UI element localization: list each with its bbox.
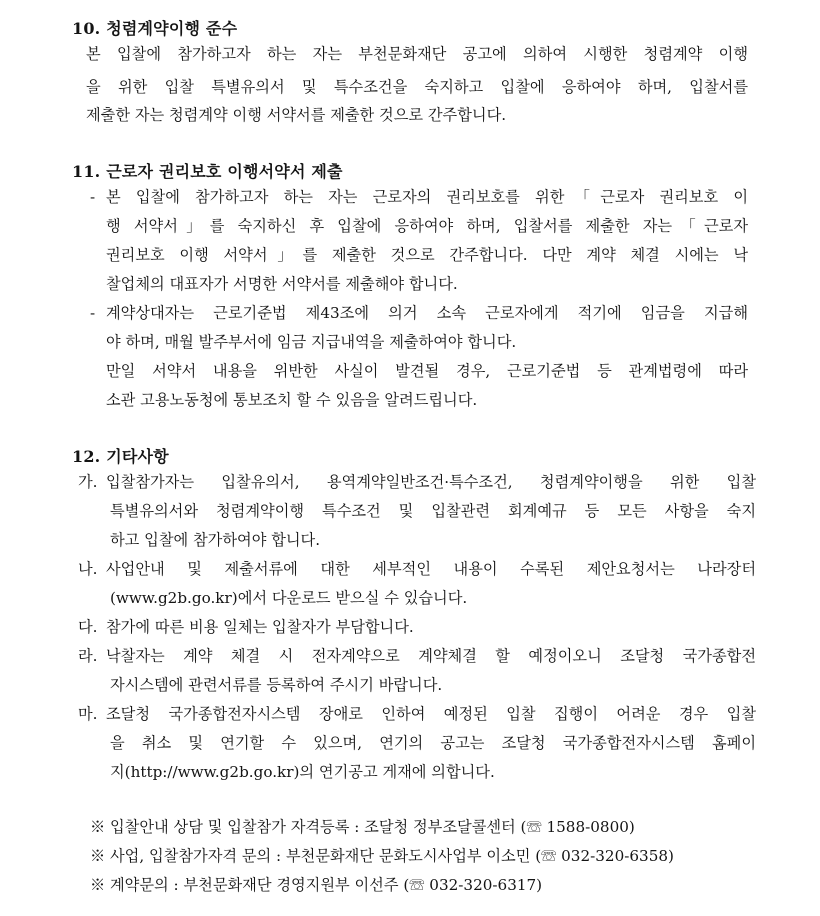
- section-12-item-line: 입찰참가자는 입찰유의서, 용역계약일반조건·특수조건, 청렴계약이행을 위한 입찰: [106, 473, 756, 491]
- section-12-item-line: 낙찰자는 계약 체결 시 전자계약으로 계약체결 할 예정이오니 조달청 국가종합전: [106, 647, 756, 665]
- contact-note: ※ 계약문의 : 부천문화재단 경영지원부 이선주 (☏ 032-320-6317): [90, 876, 543, 894]
- item-marker: 마.: [78, 705, 98, 723]
- item-marker: 가.: [78, 473, 98, 491]
- section-11-title: 11. 근로자 권리보호 이행서약서 제출: [72, 162, 343, 181]
- section-11-item-line: 행 서약서」를 숙지하신 후 입찰에 응하여야 하며, 입찰서를 제출한 자는「근로자: [106, 217, 748, 235]
- item-marker: 라.: [78, 647, 98, 665]
- section-12-item-line: 사업안내 및 제출서류에 대한 세부적인 내용이 수록된 제안요청서는 나라장터: [106, 560, 756, 578]
- section-10-line: 본 입찰에 참가하고자 하는 자는 부천문화재단 공고에 의하여 시행한 청렴계약 이행: [86, 45, 748, 63]
- contact-note: ※ 사업, 입찰참가자격 문의 : 부천문화재단 문화도시사업부 이소민 (☏ 032-320-6358): [90, 847, 674, 865]
- section-12-title: 12. 기타사항: [72, 447, 169, 466]
- section-11-item-line: 본 입찰에 참가하고자 하는 자는 근로자의 권리보호를 위한「근로자 권리보호 이: [106, 188, 748, 206]
- section-12-item-line: 특별유의서와 청렴계약이행 특수조건 및 입찰관련 회계예규 등 모든 사항을 숙지: [110, 502, 756, 520]
- contact-note: ※ 입찰안내 상담 및 입찰참가 자격등록 : 조달청 정부조달콜센터 (☏ 1588-0800): [90, 818, 635, 836]
- section-12-item-line: 지(http://www.g2b.go.kr)의 연기공고 게재에 의합니다.: [110, 763, 495, 781]
- section-12-item-line: (www.g2b.go.kr)에서 다운로드 받으실 수 있습니다.: [110, 589, 468, 607]
- section-12-item-line: 자시스템에 관련서류를 등록하여 주시기 바랍니다.: [110, 676, 443, 694]
- section-11-item-line: 찰업체의 대표자가 서명한 서약서를 제출해야 합니다.: [106, 275, 458, 293]
- section-12-item-line: 조달청 국가종합전자시스템 장애로 인하여 예정된 입찰 집행이 어려운 경우 입찰: [106, 705, 756, 723]
- bullet-dash: -: [90, 304, 96, 322]
- section-11-item-line: 권리보호 이행 서약서」를 제출한 것으로 간주합니다. 다만 계약 체결 시에는 낙: [106, 246, 748, 264]
- section-12-item-line: 하고 입찰에 참가하여야 합니다.: [110, 531, 321, 549]
- item-marker: 나.: [78, 560, 98, 578]
- section-12-item-line: 참가에 따른 비용 일체는 입찰자가 부담합니다.: [106, 618, 414, 636]
- section-11-item-line: 만일 서약서 내용을 위반한 사실이 발견될 경우, 근로기준법 등 관계법령에 따라: [106, 362, 748, 380]
- section-10-line: 제출한 자는 청렴계약 이행 서약서를 제출한 것으로 간주합니다.: [86, 106, 507, 124]
- section-11-item-line: 소관 고용노동청에 통보조치 할 수 있음을 알려드립니다.: [106, 391, 478, 409]
- section-11-item-line: 계약상대자는 근로기준법 제43조에 의거 소속 근로자에게 적기에 임금을 지급해: [106, 304, 748, 322]
- bullet-dash: -: [90, 188, 96, 206]
- section-10-line: 을 위한 입찰 특별유의서 및 특수조건을 숙지하고 입찰에 응하여야 하며, 입찰서를: [86, 78, 748, 96]
- section-12-item-line: 을 취소 및 연기할 수 있으며, 연기의 공고는 조달청 국가종합전자시스템 홈페이: [110, 734, 756, 752]
- section-10-title: 10. 청렴계약이행 준수: [72, 19, 238, 38]
- item-marker: 다.: [78, 618, 98, 636]
- section-11-item-line: 야 하며, 매월 발주부서에 임금 지급내역을 제출하여야 합니다.: [106, 333, 517, 351]
